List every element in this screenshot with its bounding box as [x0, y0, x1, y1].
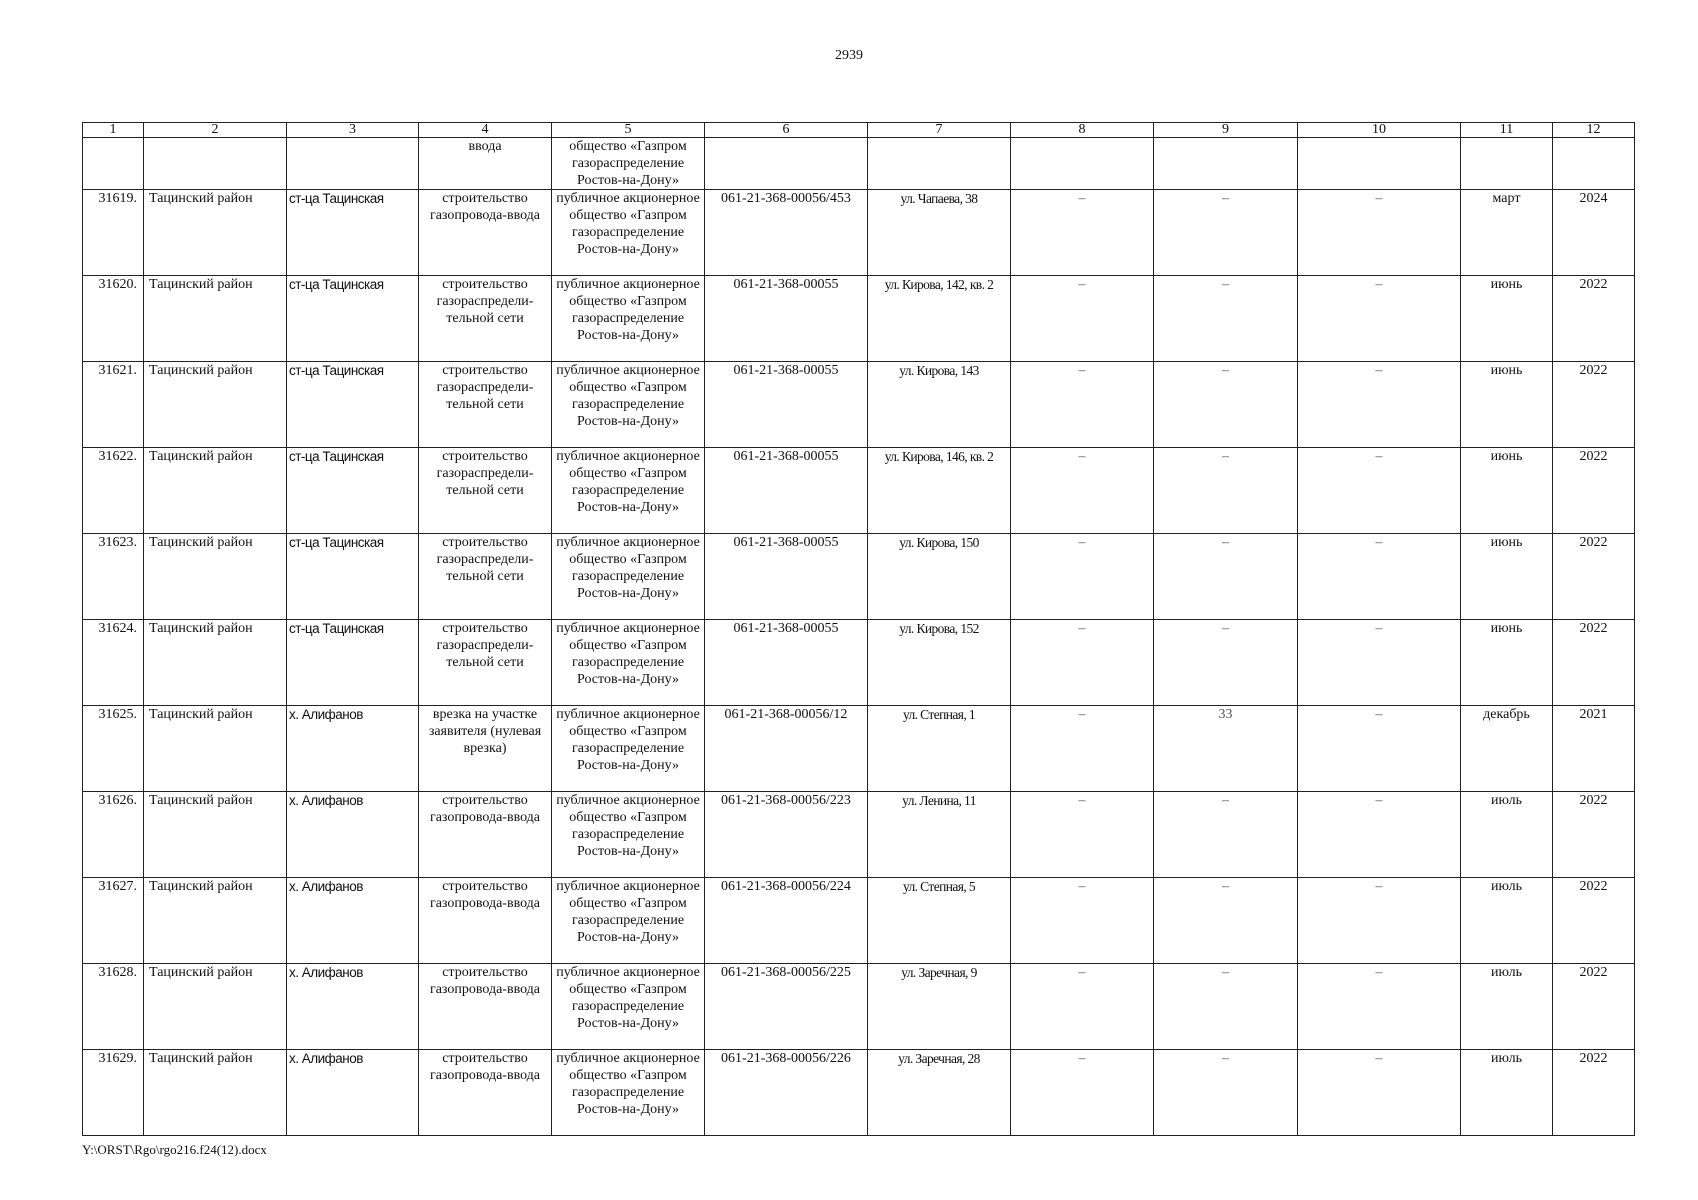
- cell-col9: –: [1154, 190, 1298, 276]
- column-header: 8: [1011, 123, 1154, 138]
- cell-address: ул. Заречная, 28: [868, 1050, 1011, 1136]
- cell-address: ул. Кирова, 152: [868, 620, 1011, 706]
- cell-col8: –: [1011, 276, 1154, 362]
- cell-settlement: х. Алифанов: [287, 964, 419, 1050]
- cell-work: ввода: [419, 138, 552, 190]
- cell-col10: –: [1298, 190, 1461, 276]
- cell-address: ул. Кирова, 143: [868, 362, 1011, 448]
- cell-year: 2022: [1553, 878, 1635, 964]
- cell-organization: публичное акционерное общество «Газпром газораспределение Ростов-на-Дону»: [552, 1050, 705, 1136]
- cell-month: июнь: [1461, 448, 1553, 534]
- cell-code: 061-21-368-00055: [705, 276, 868, 362]
- cell-month: июнь: [1461, 362, 1553, 448]
- cell-col10: –: [1298, 878, 1461, 964]
- cell-district: Тацинский район: [144, 792, 287, 878]
- cell-month: июль: [1461, 1050, 1553, 1136]
- cell-settlement: х. Алифанов: [287, 706, 419, 792]
- table-row: [83, 362, 1635, 448]
- cell-settlement: ст-ца Тацинская: [287, 276, 419, 362]
- cell-organization: публичное акционерное общество «Газпром газораспределение Ростов-на-Дону»: [552, 620, 705, 706]
- cell-col8: –: [1011, 534, 1154, 620]
- cell-settlement: ст-ца Тацинская: [287, 448, 419, 534]
- cell-address: ул. Кирова, 150: [868, 534, 1011, 620]
- cell-organization: публичное акционерное общество «Газпром газораспределение Ростов-на-Дону»: [552, 706, 705, 792]
- cell-number: 31624.: [83, 620, 144, 706]
- cell-col9: –: [1154, 964, 1298, 1050]
- cell-col10: –: [1298, 534, 1461, 620]
- cell-organization: публичное акционерное общество «Газпром газораспределение Ростов-на-Дону»: [552, 190, 705, 276]
- cell-work: строительство газораспредели-тельной сети: [419, 620, 552, 706]
- cell-organization: публичное акционерное общество «Газпром газораспределение Ростов-на-Дону»: [552, 276, 705, 362]
- cell-number: 31629.: [83, 1050, 144, 1136]
- page-number: 2939: [835, 48, 863, 63]
- table-row: [83, 706, 1635, 792]
- column-header: 5: [552, 123, 705, 138]
- column-header: 10: [1298, 123, 1461, 138]
- column-header: 4: [419, 123, 552, 138]
- table-row: [83, 620, 1635, 706]
- cell-col8: [1011, 138, 1154, 190]
- cell-year: 2024: [1553, 190, 1635, 276]
- cell-settlement: х. Алифанов: [287, 792, 419, 878]
- cell-address: ул. Заречная, 9: [868, 964, 1011, 1050]
- cell-col8: –: [1011, 792, 1154, 878]
- cell-district: Тацинский район: [144, 1050, 287, 1136]
- cell-address: ул. Ленина, 11: [868, 792, 1011, 878]
- cell-number: 31619.: [83, 190, 144, 276]
- cell-col8: –: [1011, 448, 1154, 534]
- column-header: 12: [1553, 123, 1635, 138]
- cell-year: 2022: [1553, 448, 1635, 534]
- cell-col8: –: [1011, 964, 1154, 1050]
- cell-settlement: [287, 138, 419, 190]
- cell-number: 31623.: [83, 534, 144, 620]
- cell-col10: –: [1298, 706, 1461, 792]
- table-row: [83, 448, 1635, 534]
- cell-district: Тацинский район: [144, 878, 287, 964]
- table-header-row: [83, 123, 1635, 138]
- cell-work: строительство газопровода-ввода: [419, 878, 552, 964]
- cell-col9: 33: [1154, 706, 1298, 792]
- cell-year: 2022: [1553, 362, 1635, 448]
- cell-settlement: ст-ца Тацинская: [287, 190, 419, 276]
- cell-month: декабрь: [1461, 706, 1553, 792]
- cell-code: [705, 138, 868, 190]
- cell-district: Тацинский район: [144, 534, 287, 620]
- cell-col10: –: [1298, 792, 1461, 878]
- cell-col10: –: [1298, 276, 1461, 362]
- cell-col9: [1154, 138, 1298, 190]
- cell-col9: –: [1154, 448, 1298, 534]
- cell-col8: –: [1011, 620, 1154, 706]
- cell-settlement: х. Алифанов: [287, 878, 419, 964]
- cell-col8: –: [1011, 190, 1154, 276]
- cell-year: 2021: [1553, 706, 1635, 792]
- cell-settlement: ст-ца Тацинская: [287, 362, 419, 448]
- cell-address: ул. Степная, 1: [868, 706, 1011, 792]
- cell-settlement: ст-ца Тацинская: [287, 620, 419, 706]
- cell-col9: –: [1154, 362, 1298, 448]
- table-row: [83, 792, 1635, 878]
- cell-work: строительство газораспредели-тельной сети: [419, 448, 552, 534]
- column-header: 11: [1461, 123, 1553, 138]
- cell-code: 061-21-368-00055: [705, 448, 868, 534]
- cell-work: строительство газораспредели-тельной сети: [419, 362, 552, 448]
- cell-col8: –: [1011, 706, 1154, 792]
- cell-code: 061-21-368-00056/225: [705, 964, 868, 1050]
- cell-district: [144, 138, 287, 190]
- cell-address: ул. Степная, 5: [868, 878, 1011, 964]
- cell-month: июль: [1461, 792, 1553, 878]
- cell-number: 31620.: [83, 276, 144, 362]
- footer-file-path: Y:\ORST\Rgo\rgo216.f24(12).docx: [82, 1142, 267, 1157]
- cell-address: [868, 138, 1011, 190]
- cell-month: июль: [1461, 878, 1553, 964]
- cell-settlement: ст-ца Тацинская: [287, 534, 419, 620]
- cell-month: [1461, 138, 1553, 190]
- register-table: [82, 122, 1635, 1136]
- cell-address: ул. Кирова, 146, кв. 2: [868, 448, 1011, 534]
- cell-col10: –: [1298, 362, 1461, 448]
- cell-month: июль: [1461, 964, 1553, 1050]
- cell-code: 061-21-368-00055: [705, 620, 868, 706]
- cell-number: [83, 138, 144, 190]
- table-row: [83, 1050, 1635, 1136]
- cell-number: 31627.: [83, 878, 144, 964]
- cell-year: 2022: [1553, 792, 1635, 878]
- cell-district: Тацинский район: [144, 706, 287, 792]
- cell-code: 061-21-368-00056/226: [705, 1050, 868, 1136]
- cell-col8: –: [1011, 362, 1154, 448]
- cell-month: июнь: [1461, 276, 1553, 362]
- cell-col9: –: [1154, 276, 1298, 362]
- cell-col9: –: [1154, 534, 1298, 620]
- cell-code: 061-21-368-00056/223: [705, 792, 868, 878]
- cell-number: 31621.: [83, 362, 144, 448]
- cell-col10: [1298, 138, 1461, 190]
- column-header: 2: [144, 123, 287, 138]
- cell-year: 2022: [1553, 964, 1635, 1050]
- cell-col10: –: [1298, 448, 1461, 534]
- cell-col10: –: [1298, 620, 1461, 706]
- cell-work: строительство газораспредели-тельной сети: [419, 276, 552, 362]
- cell-code: 061-21-368-00055: [705, 534, 868, 620]
- table-row: [83, 276, 1635, 362]
- cell-col8: –: [1011, 1050, 1154, 1136]
- cell-col9: –: [1154, 620, 1298, 706]
- cell-district: Тацинский район: [144, 620, 287, 706]
- cell-district: Тацинский район: [144, 362, 287, 448]
- cell-number: 31626.: [83, 792, 144, 878]
- cell-district: Тацинский район: [144, 964, 287, 1050]
- cell-code: 061-21-368-00056/12: [705, 706, 868, 792]
- cell-number: 31622.: [83, 448, 144, 534]
- cell-district: Тацинский район: [144, 276, 287, 362]
- cell-month: март: [1461, 190, 1553, 276]
- column-header: 6: [705, 123, 868, 138]
- cell-col10: –: [1298, 1050, 1461, 1136]
- cell-organization: публичное акционерное общество «Газпром газораспределение Ростов-на-Дону»: [552, 792, 705, 878]
- cell-work: строительство газопровода-ввода: [419, 190, 552, 276]
- continuation-row: [83, 138, 1635, 190]
- cell-work: строительство газопровода-ввода: [419, 792, 552, 878]
- cell-work: врезка на участке заявителя (нулевая врезка): [419, 706, 552, 792]
- cell-year: 2022: [1553, 1050, 1635, 1136]
- cell-month: июнь: [1461, 620, 1553, 706]
- cell-organization: публичное акционерное общество «Газпром газораспределение Ростов-на-Дону»: [552, 964, 705, 1050]
- cell-col10: –: [1298, 964, 1461, 1050]
- cell-year: 2022: [1553, 534, 1635, 620]
- cell-code: 061-21-368-00056/224: [705, 878, 868, 964]
- cell-address: ул. Чапаева, 38: [868, 190, 1011, 276]
- cell-year: 2022: [1553, 620, 1635, 706]
- cell-work: строительство газопровода-ввода: [419, 1050, 552, 1136]
- column-header: 9: [1154, 123, 1298, 138]
- table-row: [83, 878, 1635, 964]
- column-header: 3: [287, 123, 419, 138]
- cell-district: Тацинский район: [144, 448, 287, 534]
- cell-organization: общество «Газпром газораспределение Ростов-на-Дону»: [552, 138, 705, 190]
- column-header: 1: [83, 123, 144, 138]
- table-row: [83, 190, 1635, 276]
- table-row: [83, 964, 1635, 1050]
- cell-col9: –: [1154, 878, 1298, 964]
- cell-settlement: х. Алифанов: [287, 1050, 419, 1136]
- cell-work: строительство газопровода-ввода: [419, 964, 552, 1050]
- cell-address: ул. Кирова, 142, кв. 2: [868, 276, 1011, 362]
- cell-organization: публичное акционерное общество «Газпром газораспределение Ростов-на-Дону»: [552, 362, 705, 448]
- cell-code: 061-21-368-00056/453: [705, 190, 868, 276]
- cell-col9: –: [1154, 792, 1298, 878]
- cell-work: строительство газораспредели-тельной сети: [419, 534, 552, 620]
- cell-district: Тацинский район: [144, 190, 287, 276]
- cell-organization: публичное акционерное общество «Газпром газораспределение Ростов-на-Дону»: [552, 878, 705, 964]
- cell-organization: публичное акционерное общество «Газпром газораспределение Ростов-на-Дону»: [552, 448, 705, 534]
- cell-year: 2022: [1553, 276, 1635, 362]
- cell-number: 31625.: [83, 706, 144, 792]
- column-header: 7: [868, 123, 1011, 138]
- table-row: [83, 534, 1635, 620]
- cell-month: июнь: [1461, 534, 1553, 620]
- cell-year: [1553, 138, 1635, 190]
- cell-code: 061-21-368-00055: [705, 362, 868, 448]
- cell-col9: –: [1154, 1050, 1298, 1136]
- cell-col8: –: [1011, 878, 1154, 964]
- cell-number: 31628.: [83, 964, 144, 1050]
- cell-organization: публичное акционерное общество «Газпром газораспределение Ростов-на-Дону»: [552, 534, 705, 620]
